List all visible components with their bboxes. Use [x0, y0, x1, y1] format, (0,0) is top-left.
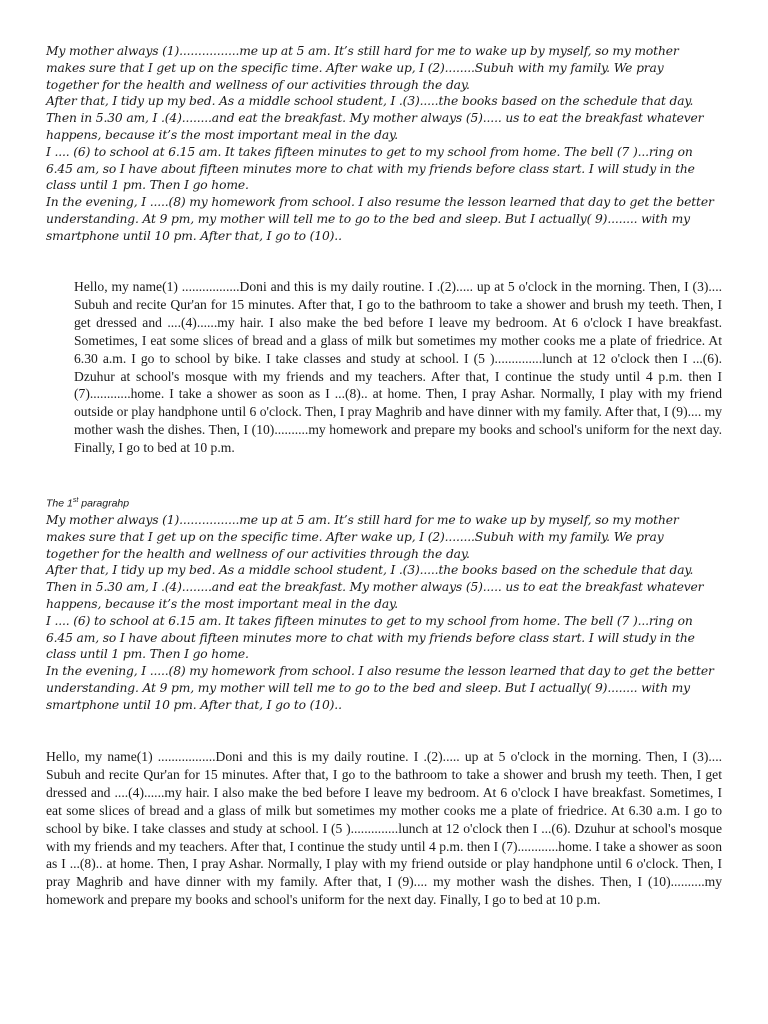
italic-passage-top	[46, 43, 716, 245]
routine-passage-bottom	[46, 748, 722, 909]
passage-paragraph: After that, I tidy up my bed. As a middle school student, I .(3).....the books based on the schedule that day. Then in 5.30 am, I .(4)........and eat the breakfast. My mother always (5)..... us to eat the breakfast whatever happens, because it’s the most important meal in the day.	[46, 94, 704, 142]
passage-paragraph: I .... (6) to school at 6.15 am. It takes fifteen minutes to get to my school from home. The bell (7 )...ring on 6.45 am, so I have about fifteen minutes more to chat with my friends before class start. I will study in the class until 1 pm. Then I go home.	[46, 613, 695, 662]
italic-passage-bottom	[46, 512, 716, 714]
passage-paragraph: In the evening, I .....(8) my homework from school. I also resume the lesson learned that day to get the better understanding. At 9 pm, my mother will tell me to go to the bed and sleep. But I actually( 9)........ with my smartphone until 10 pm. After that, I go to (10)..	[46, 195, 714, 243]
passage-paragraph: My mother always (1)................me up at 5 am. It’s still hard for me to wake up by myself, so my mother makes sure that I get up on the specific time. After wake up, I (2)........Subuh with my family. We pray together for the health and wellness of our activities through the day.	[46, 513, 679, 561]
routine-passage-top	[74, 278, 722, 457]
routine-paragraph: Hello, my name(1) .................Doni and this is my daily routine. I .(2)..... up at 5 o'clock in the morning. Then, I (3).... Subuh and recite Qur'an for 15 minutes. After that, I go to the bathroom to take a shower and brush my teeth. Then, I get dressed and ....(4)......my hair. I also make the bed before I leave my bedroom. At 6 o'clock I have breakfast. Sometimes, I eat some slices of bread and a glass of milk but sometimes my mother cooks me a plate of friedrice. At 6.30 a.m. I go to school by bike. I take classes and study at school. I (5 )..............lunch at 12 o'clock then I ...(6). Dzuhur at school's mosque with my friends and my teachers. After that, I continue the study until 4 p.m. then I (7)............home. I take a shower as soon as I ...(8).. at home. Then, I pray Ashar. Normally, I play with my friend outside or play handphone until 6 o'clock. Then, I pray Maghrib and have dinner with my family. After that, I (9).... my mother wash the dishes. Then, I (10)..........my homework and prepare my books and school's uniform for the next day. Finally, I go to bed at 10 p.m.	[46, 749, 722, 908]
passage-paragraph: I .... (6) to school at 6.15 am. It takes fifteen minutes to get to my school from home. The bell (7 )...ring on 6.45 am, so I have about fifteen minutes more to chat with my friends before class start. I will study in the class until 1 pm. Then I go home.	[46, 144, 695, 193]
passage-paragraph: In the evening, I .....(8) my homework from school. I also resume the lesson learned that day to get the better understanding. At 9 pm, my mother will tell me to go to the bed and sleep. But I actually( 9)........ with my smartphone until 10 pm. After that, I go to (10)..	[46, 664, 714, 712]
section-label: The 1st paragrahp	[46, 497, 130, 510]
passage-paragraph: My mother always (1)................me up at 5 am. It’s still hard for me to wake up by myself, so my mother makes sure that I get up on the specific time. After wake up, I (2)........Subuh with my family. We pray together for the health and wellness of our activities through the day.	[46, 44, 679, 92]
passage-paragraph: After that, I tidy up my bed. As a middle school student, I .(3).....the books based on the schedule that day. Then in 5.30 am, I .(4)........and eat the breakfast. My mother always (5)..... us to eat the breakfast whatever happens, because it’s the most important meal in the day.	[46, 563, 704, 611]
routine-paragraph: Hello, my name(1) .................Doni and this is my daily routine. I .(2)..... up at 5 o'clock in the morning. Then, I (3).... Subuh and recite Qur'an for 15 minutes. After that, I go to the bathroom to take a shower and brush my teeth. Then, I get dressed and ....(4)......my hair. I also make the bed before I leave my bedroom. At 6 o'clock I have breakfast. Sometimes, I eat some slices of bread and a glass of milk but sometimes my mother cooks me a plate of friedrice. At 6.30 a.m. I go to school by bike. I take classes and study at school. I (5 )..............lunch at 12 o'clock then I ...(6). Dzuhur at school's mosque with my friends and my teachers. After that, I continue the study until 4 p.m. then I (7)............home. I take a shower as soon as I ...(8).. at home. Then, I pray Ashar. Normally, I play with my friend outside or play handphone until 6 o'clock. Then, I pray Maghrib and have dinner with my family. After that, I (9).... my mother wash the dishes. Then, I (10)..........my homework and prepare my books and school's uniform for the next day. Finally, I go to bed at 10 p.m.	[74, 279, 722, 456]
